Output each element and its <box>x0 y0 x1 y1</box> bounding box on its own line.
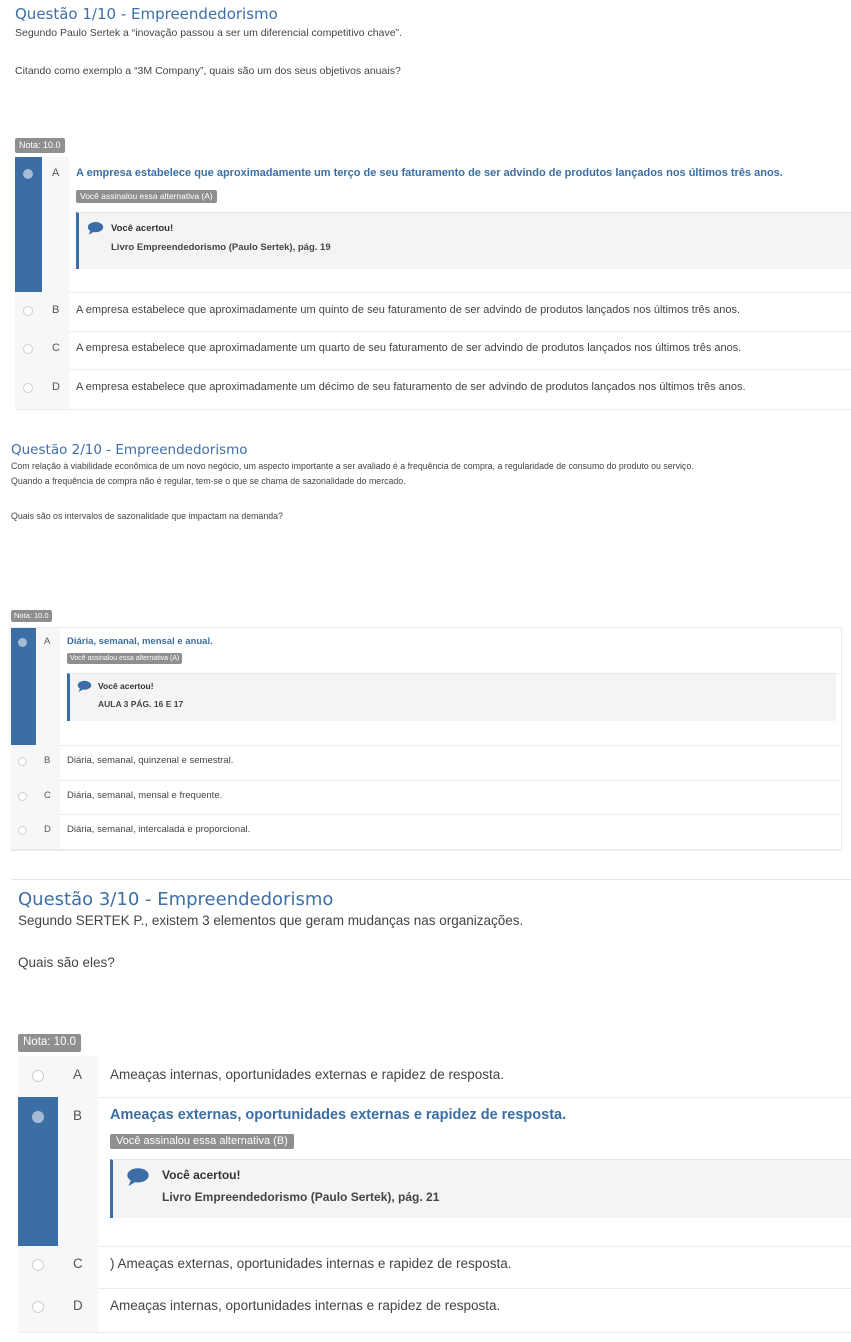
option-letter: D <box>73 1298 83 1313</box>
option-b[interactable] <box>11 745 840 781</box>
question-text-line: Quais são eles? <box>18 955 115 970</box>
question-1 <box>0 0 851 420</box>
option-b[interactable] <box>15 292 851 332</box>
question-title: Questão 3/10 - Empreendedorismo <box>18 889 334 910</box>
grade-badge: Nota: 10.0 <box>18 1034 81 1052</box>
radio-button[interactable] <box>23 169 33 179</box>
option-text: Ameaças externas, oportunidades externas e rapidez de resposta. <box>110 1107 567 1123</box>
question-title: Questão 2/10 - Empreendedorismo <box>11 442 248 458</box>
radio-button[interactable] <box>32 1259 44 1271</box>
radio-button[interactable] <box>18 757 27 766</box>
selected-answer-badge: Você assinalou essa alternativa (A) <box>67 653 182 664</box>
feedback-box <box>67 673 836 721</box>
question-text-line: Segundo Paulo Sertek a “inovação passou a ser um diferencial competitivo chave”. <box>15 27 402 39</box>
option-a[interactable] <box>18 1056 851 1098</box>
option-d[interactable] <box>11 814 840 850</box>
option-text: Diária, semanal, quinzenal e semestral. <box>67 755 234 766</box>
feedback-title: Você acertou! <box>162 1168 241 1182</box>
feedback-box <box>76 212 851 269</box>
option-text: A empresa estabelece que aproximadamente um terço de seu faturamento de ser advindo de produtos lançados nos últimos três anos. <box>76 167 783 179</box>
question-3 <box>0 880 851 1342</box>
radio-button[interactable] <box>18 638 27 647</box>
option-c[interactable] <box>15 331 851 370</box>
selected-answer-badge: Você assinalou essa alternativa (B) <box>110 1134 294 1149</box>
selected-answer-badge: Você assinalou essa alternativa (A) <box>76 190 217 203</box>
radio-button[interactable] <box>23 383 33 393</box>
feedback-box <box>110 1159 851 1218</box>
radio-button[interactable] <box>18 826 27 835</box>
radio-button[interactable] <box>32 1070 44 1082</box>
option-b[interactable] <box>18 1097 851 1247</box>
grade-badge: Nota: 10.0 <box>11 610 52 622</box>
radio-button[interactable] <box>32 1301 44 1313</box>
option-text: Ameaças internas, oportunidades internas e rapidez de resposta. <box>110 1298 501 1313</box>
option-letter: A <box>44 636 51 647</box>
option-d[interactable] <box>15 369 851 410</box>
feedback-reference: Livro Empreendedorismo (Paulo Sertek), pág. 21 <box>162 1190 440 1204</box>
option-text: Diária, semanal, mensal e frequente. <box>67 790 223 801</box>
option-letter: B <box>73 1108 83 1123</box>
option-letter: C <box>44 790 51 801</box>
option-letter: C <box>52 342 60 354</box>
option-text: A empresa estabelece que aproximadamente um décimo de seu faturamento de ser advindo de produtos lançados nos últimos três anos. <box>76 381 746 393</box>
question-2 <box>0 430 851 870</box>
option-text: Diária, semanal, mensal e anual. <box>67 636 213 647</box>
grade-badge: Nota: 10.0 <box>15 138 65 153</box>
option-c[interactable] <box>18 1246 851 1289</box>
radio-button[interactable] <box>32 1111 44 1123</box>
option-text: Ameaças internas, oportunidades externas e rapidez de resposta. <box>110 1067 504 1082</box>
option-text: Diária, semanal, intercalada e proporcional. <box>67 824 251 835</box>
option-letter: C <box>73 1256 83 1271</box>
radio-button[interactable] <box>23 344 33 354</box>
option-letter: A <box>73 1067 83 1082</box>
option-letter: B <box>52 304 60 316</box>
option-text: ) Ameaças externas, oportunidades internas e rapidez de resposta. <box>110 1256 512 1271</box>
option-letter-column <box>18 1288 98 1332</box>
option-text: A empresa estabelece que aproximadamente um quinto de seu faturamento de ser advindo de produtos lançados nos últimos três anos. <box>76 304 741 316</box>
speech-bubble-icon <box>77 680 92 692</box>
option-d[interactable] <box>18 1288 851 1333</box>
option-letter-column <box>18 1246 98 1288</box>
question-text-line: Segundo SERTEK P., existem 3 elementos que geram mudanças nas organizações. <box>18 913 524 928</box>
option-text: A empresa estabelece que aproximadamente um quarto de seu faturamento de ser advindo de produtos lançados nos últimos três anos. <box>76 342 742 354</box>
feedback-title: Você acertou! <box>111 223 174 234</box>
question-text-line: Com relação à viabilidade econômica de um novo negócio, um aspecto importante a ser avaliado é a frequência de compra, a regularidade de consumo do produto ou serviço. <box>11 461 694 471</box>
question-title: Questão 1/10 - Empreendedorismo <box>15 5 278 23</box>
question-text-line: Citando como exemplo a “3M Company”, quais são um dos seus objetivos anuais? <box>15 65 401 77</box>
radio-button[interactable] <box>23 306 33 316</box>
feedback-reference: AULA 3 PÁG. 16 E 17 <box>98 699 184 709</box>
radio-button[interactable] <box>18 792 27 801</box>
option-letter: A <box>52 167 60 179</box>
speech-bubble-icon <box>126 1167 150 1186</box>
option-letter-column <box>18 1056 98 1097</box>
option-c[interactable] <box>11 780 840 815</box>
feedback-title: Você acertou! <box>98 681 154 691</box>
option-a[interactable] <box>15 157 851 293</box>
option-letter: D <box>52 381 60 393</box>
speech-bubble-icon <box>87 221 104 235</box>
option-letter: D <box>44 824 51 835</box>
question-text-line: Quais são os intervalos de sazonalidade que impactam na demanda? <box>11 511 283 521</box>
option-a[interactable] <box>11 628 840 746</box>
feedback-reference: Livro Empreendedorismo (Paulo Sertek), pág. 19 <box>111 242 331 253</box>
question-text-line: Quando a frequência de compra não é regular, tem-se o que se chama de sazonalidade do mercado. <box>11 476 406 486</box>
option-letter: B <box>44 755 51 766</box>
